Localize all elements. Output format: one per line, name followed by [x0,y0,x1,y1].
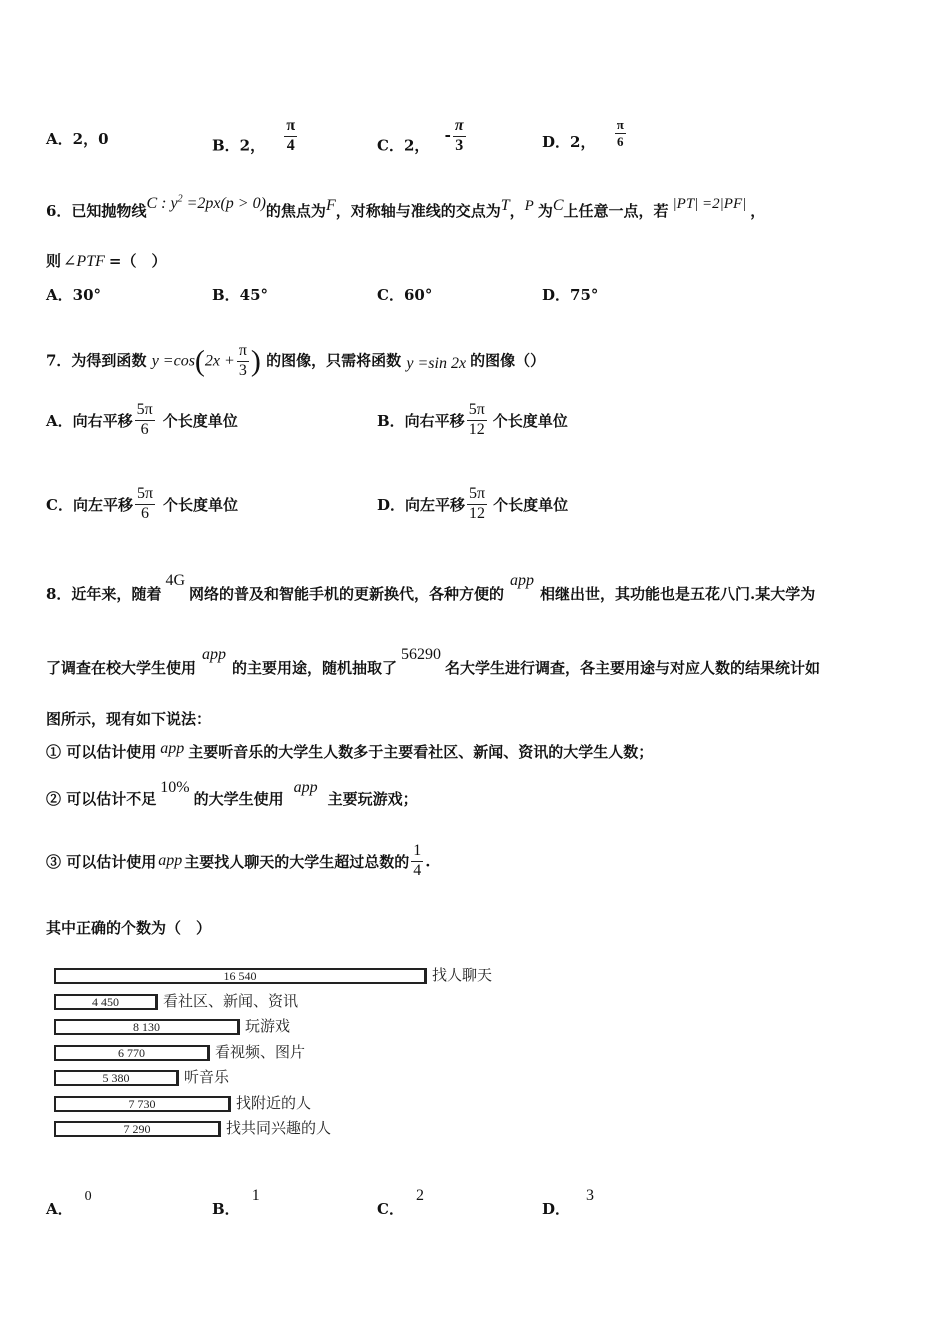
q6-curve-text: C : y [146,195,178,212]
q7-b-prefix: B．向右平移 [377,411,465,430]
q7-a-den: 6 [140,420,149,438]
chart-bar-0 [54,968,427,984]
q8-s1-b: 主要听音乐的大学生人数多于主要看社区、新闻、资讯的大学生人数； [188,743,654,761]
q7-b-fraction [467,402,487,439]
q5-option-c [377,117,468,165]
q6-P: P [524,198,534,214]
q8-a-label: A． [46,1200,73,1218]
q8-s3-den: 4 [413,861,422,879]
q6-mid: ，对称轴与准线的交点为 [335,202,501,220]
q6-comma: ， [509,202,525,220]
q5-b-den: 4 [286,136,295,154]
q8-s2-app: app [293,779,318,796]
q7-prefix: 7．为得到函数 [46,351,147,370]
chart-bar-value-label: 16 540 [223,969,257,983]
q8-l1-a: 8．近年来，随着 [46,585,162,603]
q5-c-sign: - [444,126,451,145]
chart-category-label: 看社区、新闻、资讯 [163,991,299,1010]
q8-statement-2 [46,779,418,809]
chart-category-label: 找共同兴趣的人 [226,1119,332,1137]
q8-s3-a: ③ 可以估计使用 [46,852,157,871]
chart-bar-value-label: 6 770 [118,1045,145,1060]
q5-c-num: π [453,118,466,137]
q6-option-d: D．75° [542,286,599,304]
q8-s1-app: app [160,740,185,757]
chart-category-label: 找附近的人 [236,1093,312,1112]
q8-stem-line2 [46,646,821,678]
q7-stem [46,343,545,380]
q8-l2-b: 的主要用途，随机抽取了 [232,659,398,677]
q8-l2-a: 了调查在校大学生使用 [46,659,197,677]
q6-angle: ∠PTF [63,253,105,270]
q8-b-label: B． [212,1200,240,1218]
q7-c-num: 5π [135,486,155,505]
q8-s2-c: 主要玩游戏； [327,790,418,808]
q8-s2-b: 的大学生使用 [193,790,284,808]
q6-option-b: B．45° [212,286,269,304]
q8-l2-app: app [202,646,227,663]
q7-suffix: 的图像（） [470,351,546,370]
chart-category-label: 看视频、图片 [215,1042,306,1061]
q7-option-c [46,486,238,523]
q6-line2-prefix: 则 [46,252,62,270]
q7-b-num: 5π [467,402,487,421]
q8-option-b [212,1187,260,1219]
q7-d-suffix: 个长度单位 [493,495,569,514]
usage-bar-chart [50,960,550,1150]
q7-func1-fraction [237,343,249,380]
q8-s1-a: ① 可以估计使用 [46,743,157,761]
q7-func2: y =sin 2x [406,355,467,373]
q5-option-c-label: C．2， [377,136,430,155]
q7-option-d [377,486,568,523]
q8-l1-c: 相继出世，其功能也是五花八门.某大学为 [540,585,816,603]
q8-c-val: 2 [415,1187,424,1204]
chart-bar-6 [54,1121,221,1137]
q8-l1-app: app [510,572,535,589]
q8-s3-end: . [425,852,431,871]
q6-curve-sup: 2 [177,193,183,205]
chart-bar-3 [54,1045,210,1061]
q6-F: F [325,197,336,214]
q6-condition: |PT| =2|PF| [672,196,747,212]
q6-is-on: 为 [537,202,553,220]
q5-b-num: π [284,118,297,137]
q7-c-fraction [135,486,155,523]
q7-d-den: 12 [469,504,486,522]
q6-T: T [500,197,510,214]
q6-line2-suffix: =（ ） [108,252,167,270]
q7-c-prefix: C．向左平移 [46,495,133,514]
q8-s3-b: 主要找人聊天的大学生超过总数的 [184,852,410,871]
q8-l1-4g: 4G [165,572,186,589]
q7-a-num: 5π [135,402,155,421]
q8-l1-b: 网络的普及和智能手机的更新换代，各种方便的 [189,585,505,603]
q8-a-val: 0 [84,1189,92,1204]
q8-stem-line3: 图所示，现有如下说法： [46,710,212,728]
q8-s3-fraction [411,843,423,880]
chart-bar-2 [54,1019,240,1035]
q5-option-d-label: D．2， [542,133,596,152]
chart-bar-value-label: 8 130 [133,1020,160,1034]
q8-c-label: C． [377,1200,404,1218]
q6-any-point: 上任意一点，若 [563,202,669,220]
q5-d-num: π [616,117,624,132]
q8-s3-num: 1 [411,843,423,862]
q8-d-label: D． [542,1200,571,1218]
q8-option-d [542,1187,595,1219]
q7-c-suffix: 个长度单位 [163,495,239,514]
q7-lparen: ( [194,344,205,378]
q8-s2-pct: 10% [160,779,190,796]
q7-func1-num: π [237,343,249,362]
chart-category-label: 玩游戏 [245,1017,291,1035]
q8-s3-app: app [158,852,183,870]
q5-option-b-label: B．2， [212,136,266,155]
q6-stem-line1 [46,193,766,221]
q8-b-val: 1 [251,1187,260,1204]
chart-category-label: 找人聊天 [432,966,493,984]
q5-option-b-fraction [284,118,297,155]
q7-func1-den: 3 [238,361,247,379]
q7-c-den: 6 [140,504,149,522]
q7-option-a [46,402,238,439]
q5-option-d [542,117,628,158]
q6-prefix: 6．已知抛物线 [46,202,147,220]
q8-option-a [46,1189,92,1219]
q6-stem-line2 [46,250,166,271]
q8-statement-3 [46,843,430,880]
q6-focus-text: 的焦点为 [265,202,326,220]
q8-s2-a: ② 可以估计不足 [46,790,157,808]
q8-d-val: 3 [586,1187,595,1204]
chart-bar-5 [54,1096,231,1112]
q7-func1-left: y =cos [151,352,195,370]
q8-ask: 其中正确的个数为（ ） [46,919,212,937]
q7-a-prefix: A．向右平移 [46,411,133,430]
q5-option-c-fraction [453,118,466,155]
q7-d-prefix: D．向左平移 [377,495,466,514]
q5-option-d-fraction [615,118,626,148]
q7-a-fraction [135,402,155,439]
q8-option-c [377,1187,424,1219]
q8-stem-line1 [46,572,816,604]
q7-d-num: 5π [467,486,487,505]
q7-rparen: ) [250,344,261,378]
chart-category-label: 听音乐 [184,1068,230,1086]
q7-a-suffix: 个长度单位 [162,411,238,430]
q5-d-den: 6 [617,133,624,149]
q6-option-c: C．60° [377,286,433,304]
q8-l2-c: 名大学生进行调查，各主要用途与对应人数的结果统计如 [445,659,821,677]
q5-option-b [212,117,299,165]
q7-b-den: 12 [468,420,485,438]
q8-statement-1 [46,741,653,762]
q6-end-comma: ， [750,202,766,220]
q7-b-suffix: 个长度单位 [492,411,568,430]
q7-func1-inner: 2x + [204,352,235,370]
chart-bar-1 [54,994,158,1010]
q6-curve [146,195,265,212]
q7-d-fraction [467,486,487,523]
q6-C: C [552,197,564,214]
q7-option-b [377,402,568,439]
chart-bar-4 [54,1070,179,1086]
q8-l2-n: 56290 [401,646,442,663]
q7-middle: 的图像，只需将函数 [266,351,402,370]
chart-bar-value-label: 7 730 [128,1096,156,1111]
q5-c-den: 3 [455,136,464,154]
q6-option-a: A．30° [46,286,102,304]
q6-curve-eq: =2px(p > 0) [182,195,266,212]
q5-option-a: A．2，0 [46,130,109,148]
chart-bar-value-label: 5 380 [102,1071,130,1085]
chart-bar-value-label: 4 450 [92,994,119,1009]
chart-bar-value-label: 7 290 [123,1122,151,1136]
